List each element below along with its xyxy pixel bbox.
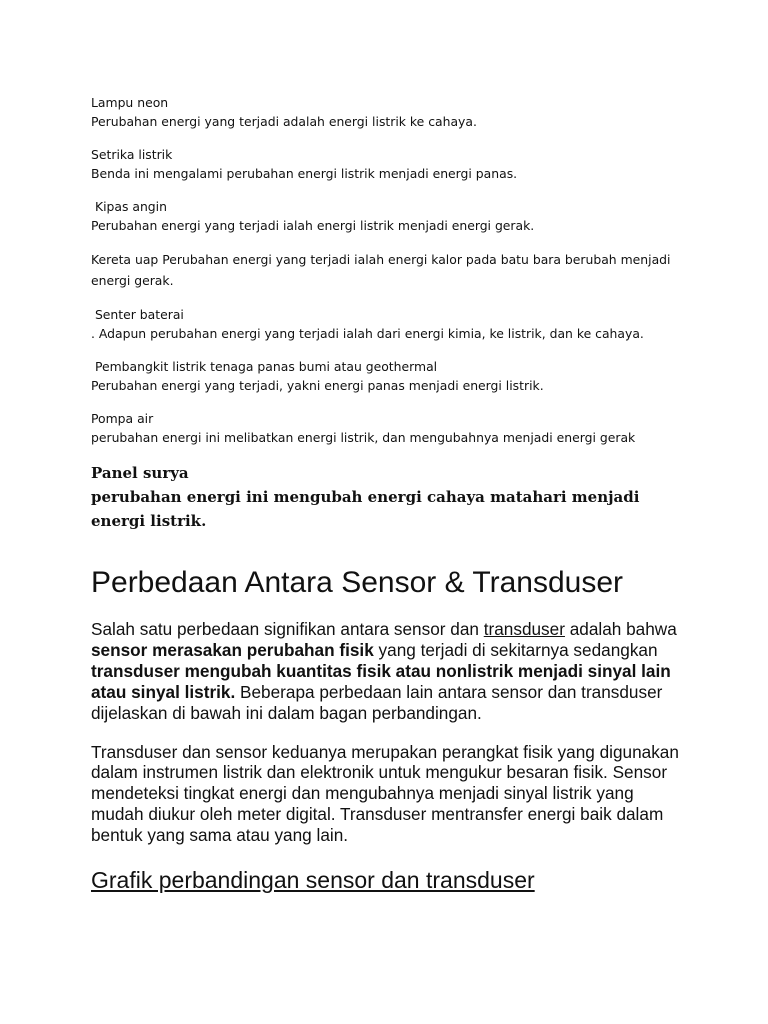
item-description: Perubahan energi yang terjadi, yakni energi panas menjadi energi listrik. <box>91 378 544 393</box>
bold-run: transduser mengubah kuantitas fisik atau nonlistrik menjadi sinyal lain atau sinyal listrik. <box>91 660 671 702</box>
list-item <box>91 409 691 447</box>
transduser-link[interactable]: transduser <box>483 619 565 639</box>
text-run: yang terjadi di sekitarnya sedangkan <box>373 639 658 660</box>
panel-name: Panel surya <box>91 464 189 482</box>
text-run: Beberapa perbedaan lain antara sensor dan transduser dijelaskan di bawah ini dalam bagan perbandingan. <box>91 681 663 723</box>
item-name: Senter baterai <box>91 307 184 322</box>
panel-description: perubahan energi ini mengubah energi cahaya matahari menjadi energi listrik. <box>91 488 640 530</box>
list-item <box>91 357 691 395</box>
list-item <box>91 197 691 235</box>
list-item <box>91 145 691 183</box>
section-subheading[interactable]: Grafik perbandingan sensor dan transduser <box>91 867 535 894</box>
item-name: Setrika listrik <box>91 147 173 162</box>
list-item <box>91 249 691 291</box>
paragraph-intro <box>91 619 687 724</box>
item-name: Lampu neon <box>91 95 169 110</box>
list-item <box>91 305 691 343</box>
text-run: adalah bahwa <box>564 619 677 639</box>
item-name: Pembangkit listrik tenaga panas bumi atau geothermal <box>91 359 438 374</box>
item-name: Kipas angin <box>91 199 167 214</box>
item-description: Perubahan energi yang terjadi adalah energi listrik ke cahaya. <box>91 114 477 129</box>
item-description: Perubahan energi yang terjadi ialah energi listrik menjadi energi gerak. <box>91 218 535 233</box>
bold-run: sensor merasakan perubahan fisik <box>91 639 374 660</box>
item-description: Benda ini mengalami perubahan energi listrik menjadi energi panas. <box>91 166 518 181</box>
panel-surya-block <box>91 461 691 533</box>
section-heading: Perbedaan Antara Sensor & Transduser <box>91 566 624 599</box>
item-description: . Adapun perubahan energi yang terjadi ialah dari energi kimia, ke listrik, dan ke cahaya. <box>91 326 644 341</box>
list-item <box>91 93 691 131</box>
item-description: perubahan energi ini melibatkan energi listrik, dan mengubahnya menjadi energi gerak <box>91 430 636 445</box>
item-description: Kereta uap Perubahan energi yang terjadi ialah energi kalor pada batu bara berubah menjadi energi gerak. <box>91 252 671 288</box>
document-page <box>91 93 691 894</box>
paragraph-body: Transduser dan sensor keduanya merupakan perangkat fisik yang digunakan dalam instrumen listrik dan elektronik untuk mengukur besaran fisik. Sensor mendeteksi tingkat energi dan mengubahnya menjadi sinyal listrik yang mudah diukur oleh meter digital. Transduser mentransfer energi baik dalam bentuk yang sama atau yang lain. <box>91 741 679 846</box>
text-run: Salah satu perbedaan signifikan antara sensor dan <box>91 619 484 639</box>
item-name: Pompa air <box>91 411 154 426</box>
